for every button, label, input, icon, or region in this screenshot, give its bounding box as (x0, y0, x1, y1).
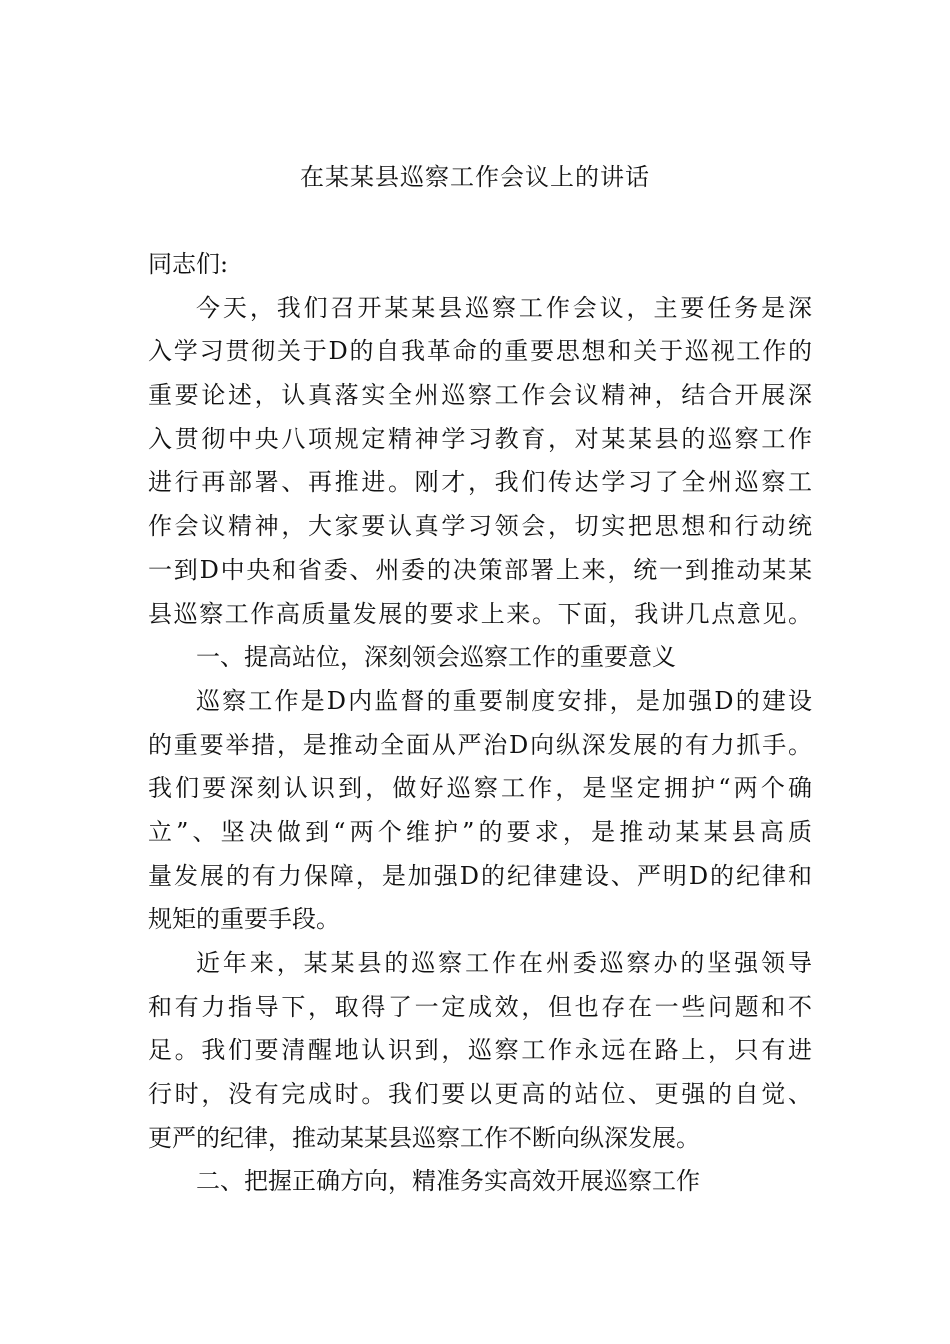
paragraph-3-line: 和有力指导下，取得了一定成效，但也存在一些问题和不 (148, 992, 812, 1021)
paragraph-1-line: 进行再部署、再推进。刚才，我们传达学习了全州巡察工 (148, 468, 812, 497)
section-heading-1: 一、提高站位，深刻领会巡察工作的重要意义 (196, 643, 676, 672)
salutation: 同志们: (148, 250, 229, 278)
paragraph-1-line: 作会议精神，大家要认真学习领会，切实把思想和行动统 (148, 512, 812, 541)
paragraph-1-line: 今天，我们召开某某县巡察工作会议，主要任务是深 (196, 293, 812, 322)
paragraph-1-line: 一到D中央和省委、州委的决策部署上来，统一到推动某某 (148, 555, 812, 584)
paragraph-2-line: 量发展的有力保障，是加强D的纪律建设、严明D的纪律和 (148, 861, 812, 890)
paragraph-2-line: 我们要深刻认识到，做好巡察工作，是坚定拥护“两个确 (148, 774, 812, 803)
paragraph-2-line: 巡察工作是D内监督的重要制度安排，是加强D的建设 (196, 686, 812, 715)
section-heading-2: 二、把握正确方向，精准务实高效开展巡察工作 (196, 1167, 700, 1196)
paragraph-2-line: 规矩的重要手段。 (148, 905, 340, 934)
paragraph-3-line: 足。我们要清醒地认识到，巡察工作永远在路上，只有进 (148, 1036, 812, 1065)
paragraph-3-line: 更严的纪律，推动某某县巡察工作不断向纵深发展。 (148, 1123, 700, 1152)
paragraph-1-line: 入学习贯彻关于D的自我革命的重要思想和关于巡视工作的 (148, 337, 812, 366)
paragraph-2-line: 立”、坚决做到“两个维护”的要求，是推动某某县高质 (148, 817, 812, 846)
paragraph-1-line: 重要论述，认真落实全州巡察工作会议精神，结合开展深 (148, 381, 812, 410)
paragraph-1-line: 入贯彻中央八项规定精神学习教育，对某某县的巡察工作 (148, 424, 812, 453)
paragraph-1-line: 县巡察工作高质量发展的要求上来。下面，我讲几点意见。 (148, 599, 812, 628)
document-title: 在某某县巡察工作会议上的讲话 (300, 163, 650, 191)
paragraph-3-line: 近年来，某某县的巡察工作在州委巡察办的坚强领导 (196, 949, 812, 977)
paragraph-2-line: 的重要举措，是推动全面从严治D向纵深发展的有力抓手。 (148, 730, 812, 759)
paragraph-3-line: 行时，没有完成时。我们要以更高的站位、更强的自觉、 (148, 1080, 812, 1109)
document-body (148, 243, 812, 1204)
